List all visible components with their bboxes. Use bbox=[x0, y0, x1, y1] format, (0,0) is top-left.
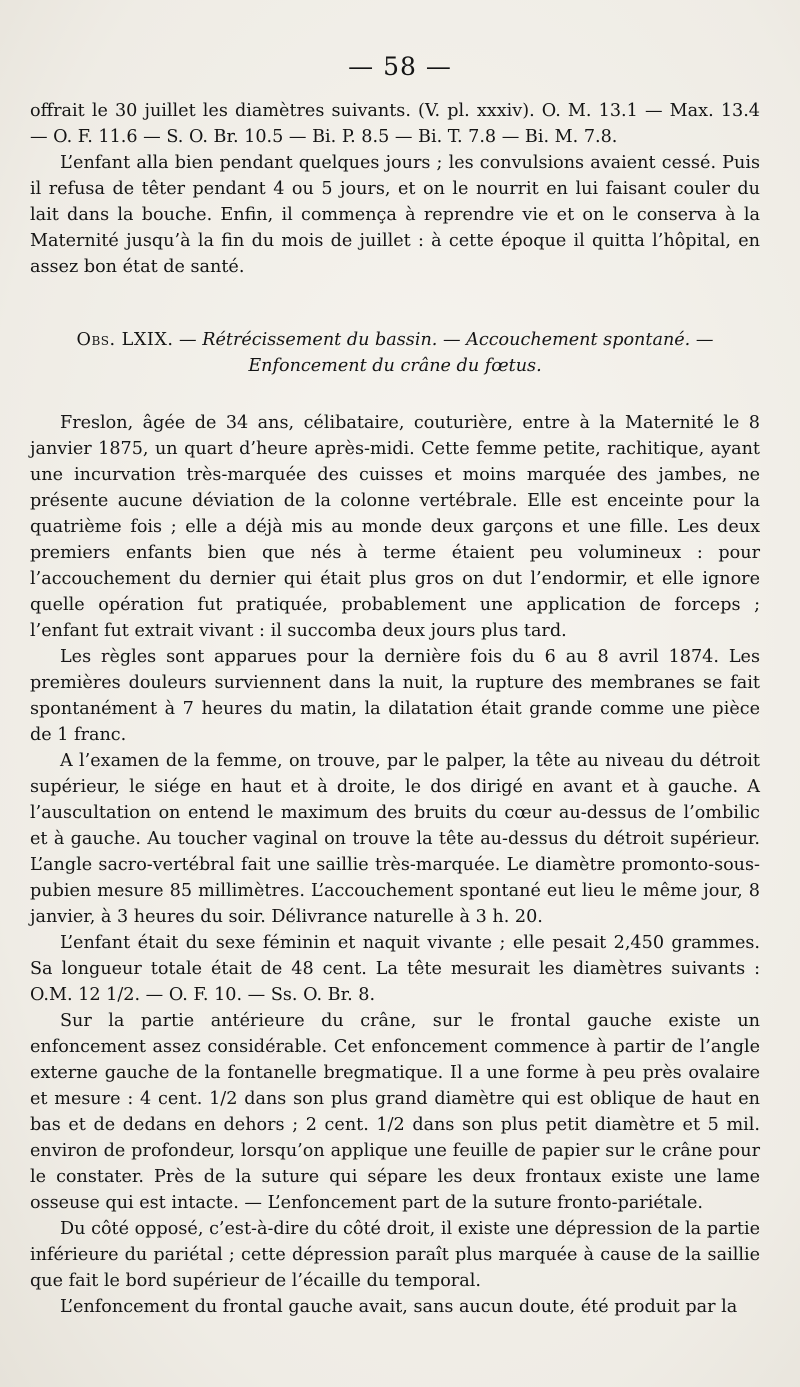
paragraph: Sur la partie antérieure du crâne, sur le frontal gauche existe un enfoncement assez considérable. Cet enfoncement commence à partir de l’angle externe gauche de la fontanelle bregmatique. Il a une forme à peu près ovalaire et mesure : 4 cent. 1/2 dans son plus grand diamètre qui est oblique de haut en bas et de dedans en dehors ; 2 cent. 1/2 dans son plus petit diamètre et 5 mil. environ de profondeur, lorsqu’on applique une feuille de papier sur le crâne pour le constater. Près de la suture qui sépare les deux frontaux existe une lame osseuse qui est intacte. — L’enfoncement part de la suture fronto-pariétale. bbox=[30, 1011, 760, 1213]
paragraph: A l’examen de la femme, on trouve, par le palper, la tête au niveau du détroit supérieur, le siége en haut et à droite, le dos dirigé en avant et à gauche. A l’auscultation on entend le maximum des bruits du cœur au-dessus de l’ombilic et à gauche. Au toucher vaginal on trouve la tête au-dessus du détroit supérieur. L’angle sacro-vertébral fait une saillie très-marquée. Le diamètre promonto-sous-pubien mesure 85 millimètres. L’accouchement spontané eut lieu le même jour, 8 janvier, à 3 heures du soir. Délivrance naturelle à 3 h. 20. bbox=[30, 751, 760, 927]
paragraph: L’enfant était du sexe féminin et naquit vivante ; elle pesait 2,450 grammes. Sa longueur totale était de 48 cent. La tête mesurait les diamètres suivants : O.M. 12 1/2. — O. F. 10. — Ss. O. Br. 8. bbox=[30, 933, 760, 1005]
paragraph: offrait le 30 juillet les diamètres suivants. (V. pl. xxxiv). O. M. 13.1 — Max. 13.4 — O. F. 11.6 — S. O. Br. 10.5 — Bi. P. 8.5 — Bi. T. 7.8 — Bi. M. 7.8. bbox=[30, 101, 760, 147]
page-number: — 58 — bbox=[348, 52, 452, 81]
intro-text bbox=[30, 98, 760, 280]
observation-heading bbox=[30, 327, 760, 379]
paragraph: L’enfoncement du frontal gauche avait, sans aucun doute, été produit par la bbox=[60, 1297, 738, 1317]
observation-title-line1: — Rétrécissement du bassin. — Accouchement spontané. — bbox=[179, 330, 714, 350]
paragraph: L’enfant alla bien pendant quelques jours ; les convulsions avaient cessé. Puis il refusa de têter pendant 4 ou 5 jours, et on le nourrit en lui faisant couler du lait dans la bouche. Enfin, il commença à reprendre vie et on le conserva à la Maternité jusqu’à la fin du mois de juillet : à cette époque il quitta l’hôpital, en assez bon état de santé. bbox=[30, 153, 760, 277]
paragraph: Freslon, âgée de 34 ans, célibataire, couturière, entre à la Maternité le 8 janvier 1875, un quart d’heure après-midi. Cette femme petite, rachitique, ayant une incurvation très-marquée des cuisses et moins marquée des jambes, ne présente aucune déviation de la colonne vertébrale. Elle est enceinte pour la quatrième fois ; elle a déjà mis au monde deux garçons et une fille. Les deux premiers enfants bien que nés à terme étaient peu volumineux : pour l’accouchement du dernier qui était plus gros on dut l’endormir, et elle ignore quelle opération fut pratiquée, probablement une application de forceps ; l’enfant fut extrait vivant : il succomba deux jours plus tard. bbox=[30, 413, 760, 641]
paragraph: Les règles sont apparues pour la dernière fois du 6 au 8 avril 1874. Les premières douleurs surviennent dans la nuit, la rupture des membranes se fait spontanément à 7 heures du matin, la dilatation était grande comme une pièce de 1 franc. bbox=[30, 647, 760, 745]
paragraph: Du côté opposé, c’est-à-dire du côté droit, il existe une dépression de la partie inférieure du pariétal ; cette dépression paraît plus marquée à cause de la saillie que fait le bord supérieur de l’écaille du temporal. bbox=[30, 1219, 760, 1291]
observation-label: Obs. LXIX. bbox=[76, 330, 174, 350]
observation-title-line2: Enfoncement du crâne du fœtus. bbox=[248, 356, 542, 376]
observation-text bbox=[30, 410, 760, 1320]
